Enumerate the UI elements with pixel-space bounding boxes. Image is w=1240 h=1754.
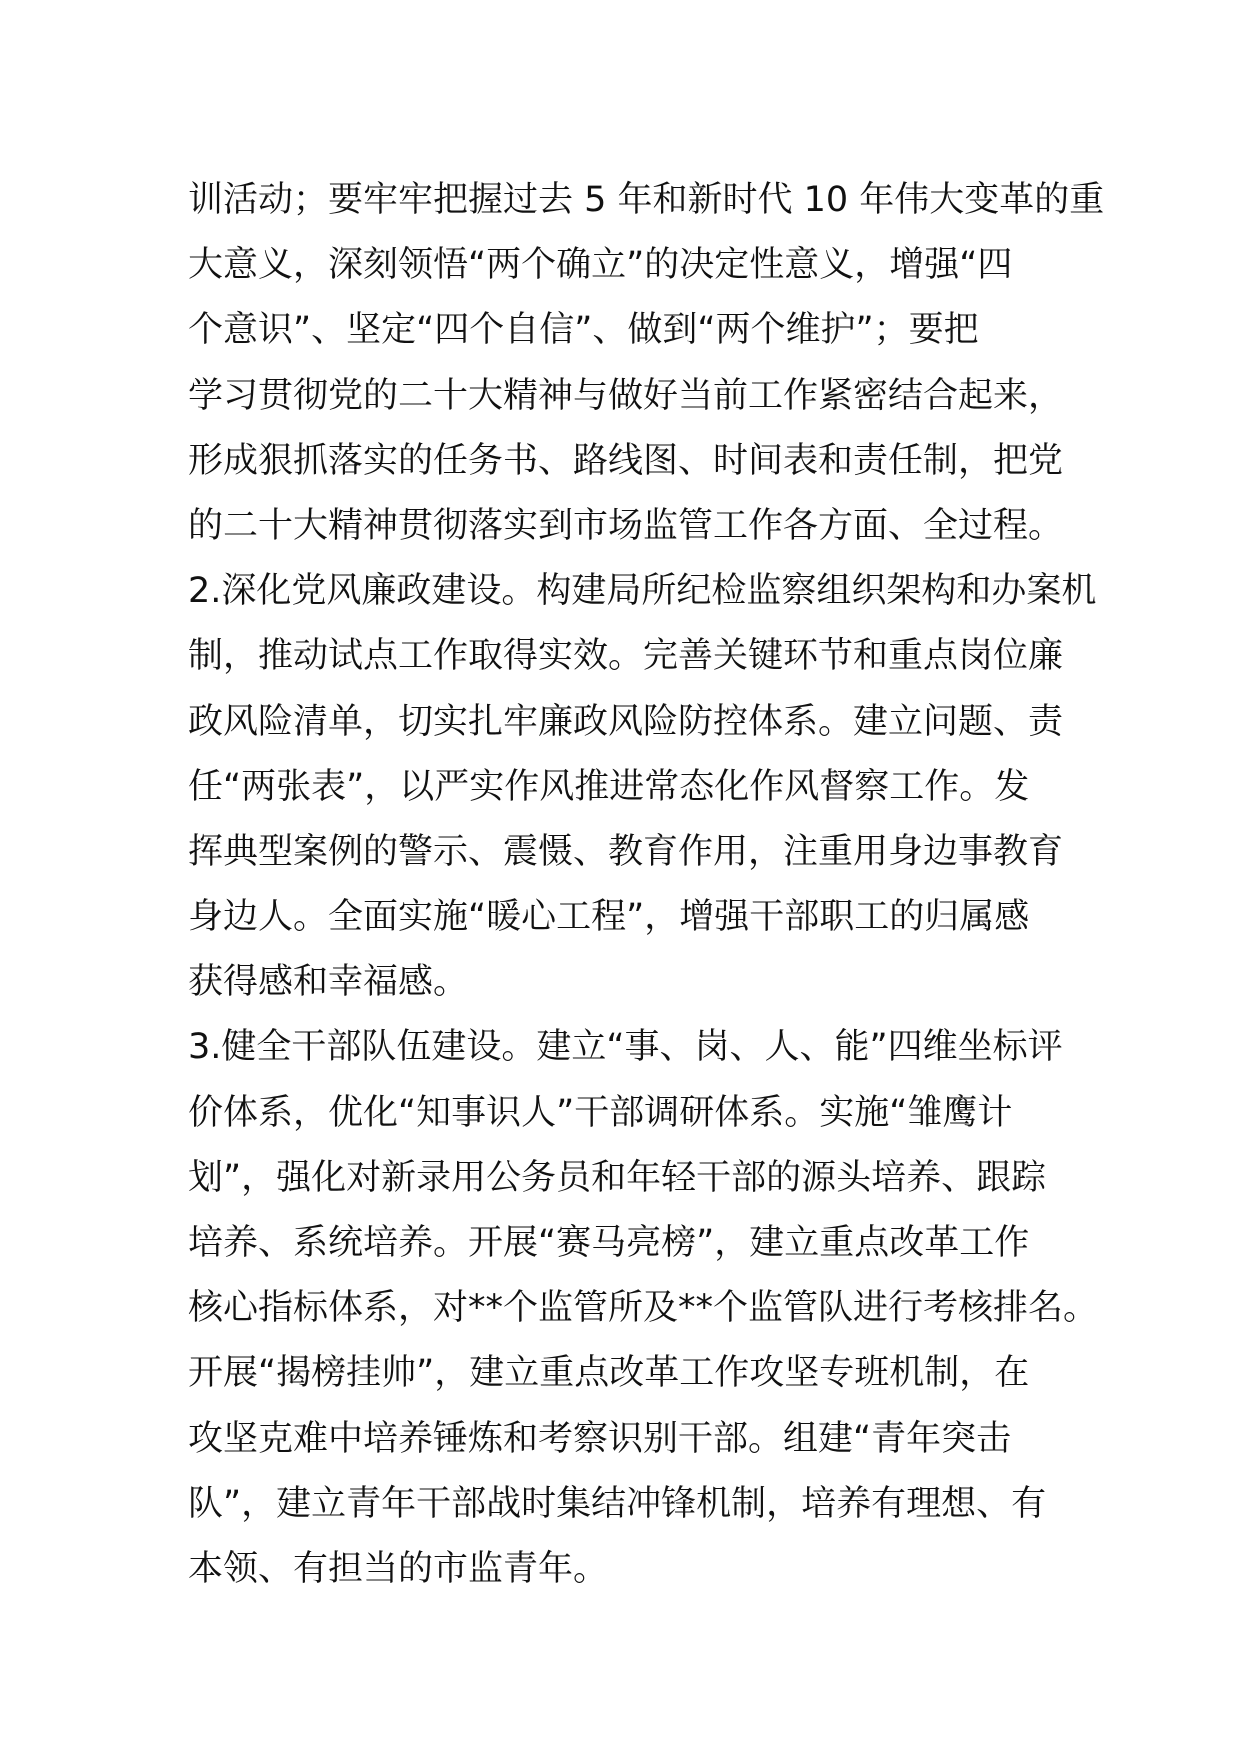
text-line: 训活动；要牢牢把握过去 5 年和新时代 10 年伟大变革的重 bbox=[188, 180, 1105, 220]
text-line: 攻坚克难中培养锤炼和考察识别干部。组建“青年突击 bbox=[188, 1418, 1012, 1459]
section-2-heading-line: 2.深化党风廉政建设。构建局所纪检监察组织架构和办案机 bbox=[188, 571, 1097, 612]
text-line: 划”，强化对新录用公务员和年轻干部的源头培养、跟踪 bbox=[188, 1157, 1047, 1198]
text-line: 培养、系统培养。开展“赛马亮榜”，建立重点改革工作 bbox=[188, 1223, 1030, 1263]
text-line: 开展“揭榜挂帅”，建立重点改革工作攻坚专班机制，在 bbox=[188, 1353, 1030, 1394]
section-3-heading-line: 3.健全干部队伍建设。建立“事、岗、人、能”四维坐标评 bbox=[188, 1027, 1063, 1068]
text-line: 队”，建立青年干部战时集结冲锋机制，培养有理想、有 bbox=[188, 1483, 1047, 1524]
text-line: 政风险清单，切实扎牢廉政风险防控体系。建立问题、责 bbox=[188, 701, 1064, 742]
text-line: 制，推动试点工作取得实效。完善关键环节和重点岗位廉 bbox=[188, 636, 1064, 677]
text-line: 挥典型案例的警示、震慑、教育作用，注重用身边事教育 bbox=[188, 831, 1064, 872]
text-line: 核心指标体系，对**个监管所及**个监管队进行考核排名。 bbox=[188, 1288, 1099, 1329]
text-line: 获得感和幸福感。 bbox=[188, 962, 469, 1003]
text-line: 任“两张表”，以严实作风推进常态化作风督察工作。发 bbox=[188, 766, 1030, 807]
text-line: 大意义，深刻领悟“两个确立”的决定性意义，增强“四 bbox=[188, 245, 1013, 286]
text-line: 身边人。全面实施“暖心工程”，增强干部职工的归属感 bbox=[188, 897, 1030, 938]
text-line: 形成狠抓落实的任务书、路线图、时间表和责任制，把党 bbox=[188, 440, 1064, 481]
text-line: 价体系，优化“知事识人”干部调研体系。实施“雏鹰计 bbox=[188, 1092, 1013, 1133]
text-line: 本领、有担当的市监青年。 bbox=[188, 1548, 609, 1589]
document-body bbox=[188, 168, 1105, 1602]
text-line: 的二十大精神贯彻落实到市场监管工作各方面、全过程。 bbox=[188, 505, 1064, 546]
text-line: 学习贯彻党的二十大精神与做好当前工作紧密结合起来， bbox=[188, 375, 1064, 416]
text-line: 个意识”、坚定“四个自信”、做到“两个维护”；要把 bbox=[188, 310, 979, 351]
